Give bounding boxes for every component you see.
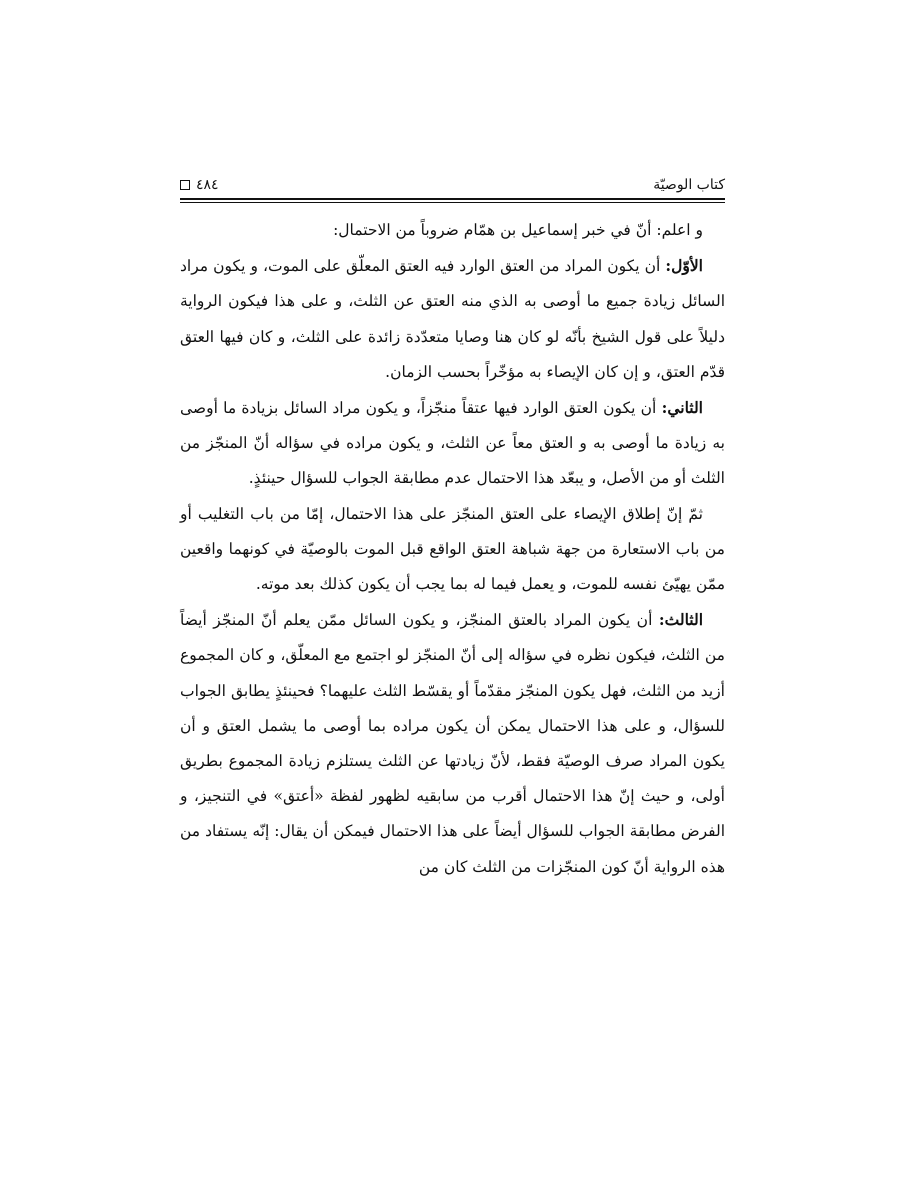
paragraph-lead: الأوّل:	[665, 256, 703, 276]
paragraph-intro	[180, 213, 725, 248]
paragraph-third	[180, 602, 725, 885]
paragraph-note	[180, 497, 725, 603]
body-text	[180, 213, 725, 885]
header-rule-thin	[180, 202, 725, 203]
paragraph-lead: الثاني:	[661, 398, 703, 418]
page-number-group	[180, 177, 219, 193]
header-rule	[180, 198, 725, 200]
paragraph-text: أن يكون المراد من العتق الوارد فيه العتق المعلّق على الموت، و يكون مراد السائل زيادة جميع ما أوصى به الذي منه العتق عن الثلث، و على هذا فيكون الرواية دليلاً على قول الشيخ بأنّه لو كان هنا وصايا متعدّدة زائدة على الثلث، و كان فيها العتق قدّم العتق، و إن كان الإيصاء به مؤخّراً بحسب الزمان.	[180, 257, 725, 381]
paragraph-text: أن يكون المراد بالعتق المنجّز، و يكون السائل ممّن يعلم أنّ المنجّز أيضاً من الثلث، فيكون نظره في سؤاله إلى أنّ المنجّز لو اجتمع مع المعلّق، و كان المجموع أزيد من الثلث، فهل يكون المنجّز مقدّماً أو يقسّط الثلث عليهما؟ فحينئذٍ يطابق الجواب للسؤال، و على هذا الاحتمال يمكن أن يكون مراده بما أوصى ما يشمل العتق و أن يكون المراد صرف الوصيّة فقط، لأنّ زيادتها عن الثلث يستلزم زيادة المجموع بطريق أولى، و حيث إنّ هذا الاحتمال أقرب من سابقيه لظهور لفظة «أعتق» في التنجيز، و الفرض مطابقة الجواب للسؤال أيضاً على هذا الاحتمال فيمكن أن يقال: إنّه يستفاد من هذه الرواية أنّ كون المنجّزات من الثلث كان من	[180, 611, 726, 876]
paragraph-text: ثمّ إنّ إطلاق الإيصاء على العتق المنجّز على هذا الاحتمال، إمّا من باب التغليب أو من باب الاستعارة من جهة شباهة العتق الواقع قبل الموت بالوصيّة في كونهما واقعين ممّن يهيّئ نفسه للموت، و يعمل فيما له بما يجب أن يكون كذلك بعد موته.	[180, 504, 725, 594]
paragraph-second	[180, 390, 725, 497]
book-page	[180, 165, 725, 885]
paragraph-first	[180, 248, 725, 390]
square-icon	[180, 180, 190, 190]
paragraph-lead: الثالث:	[658, 610, 703, 630]
running-header	[180, 165, 725, 193]
paragraph-text: أن يكون العتق الوارد فيها عتقاً منجّزاً، و يكون مراد السائل بزيادة ما أوصى به زيادة ما أوصى به و العتق معاً عن الثلث، و يكون مراده في سؤاله أنّ المنجّز من الثلث أو من الأصل، و يبعّد هذا الاحتمال عدم مطابقة الجواب للسؤال حينئذٍ.	[180, 399, 725, 488]
paragraph-text: و اعلم: أنّ في خبر إسماعيل بن همّام ضروباً من الاحتمال:	[333, 221, 703, 239]
page-number: ٤٨٤	[196, 177, 219, 193]
book-title: كتاب الوصيّة	[653, 177, 725, 193]
